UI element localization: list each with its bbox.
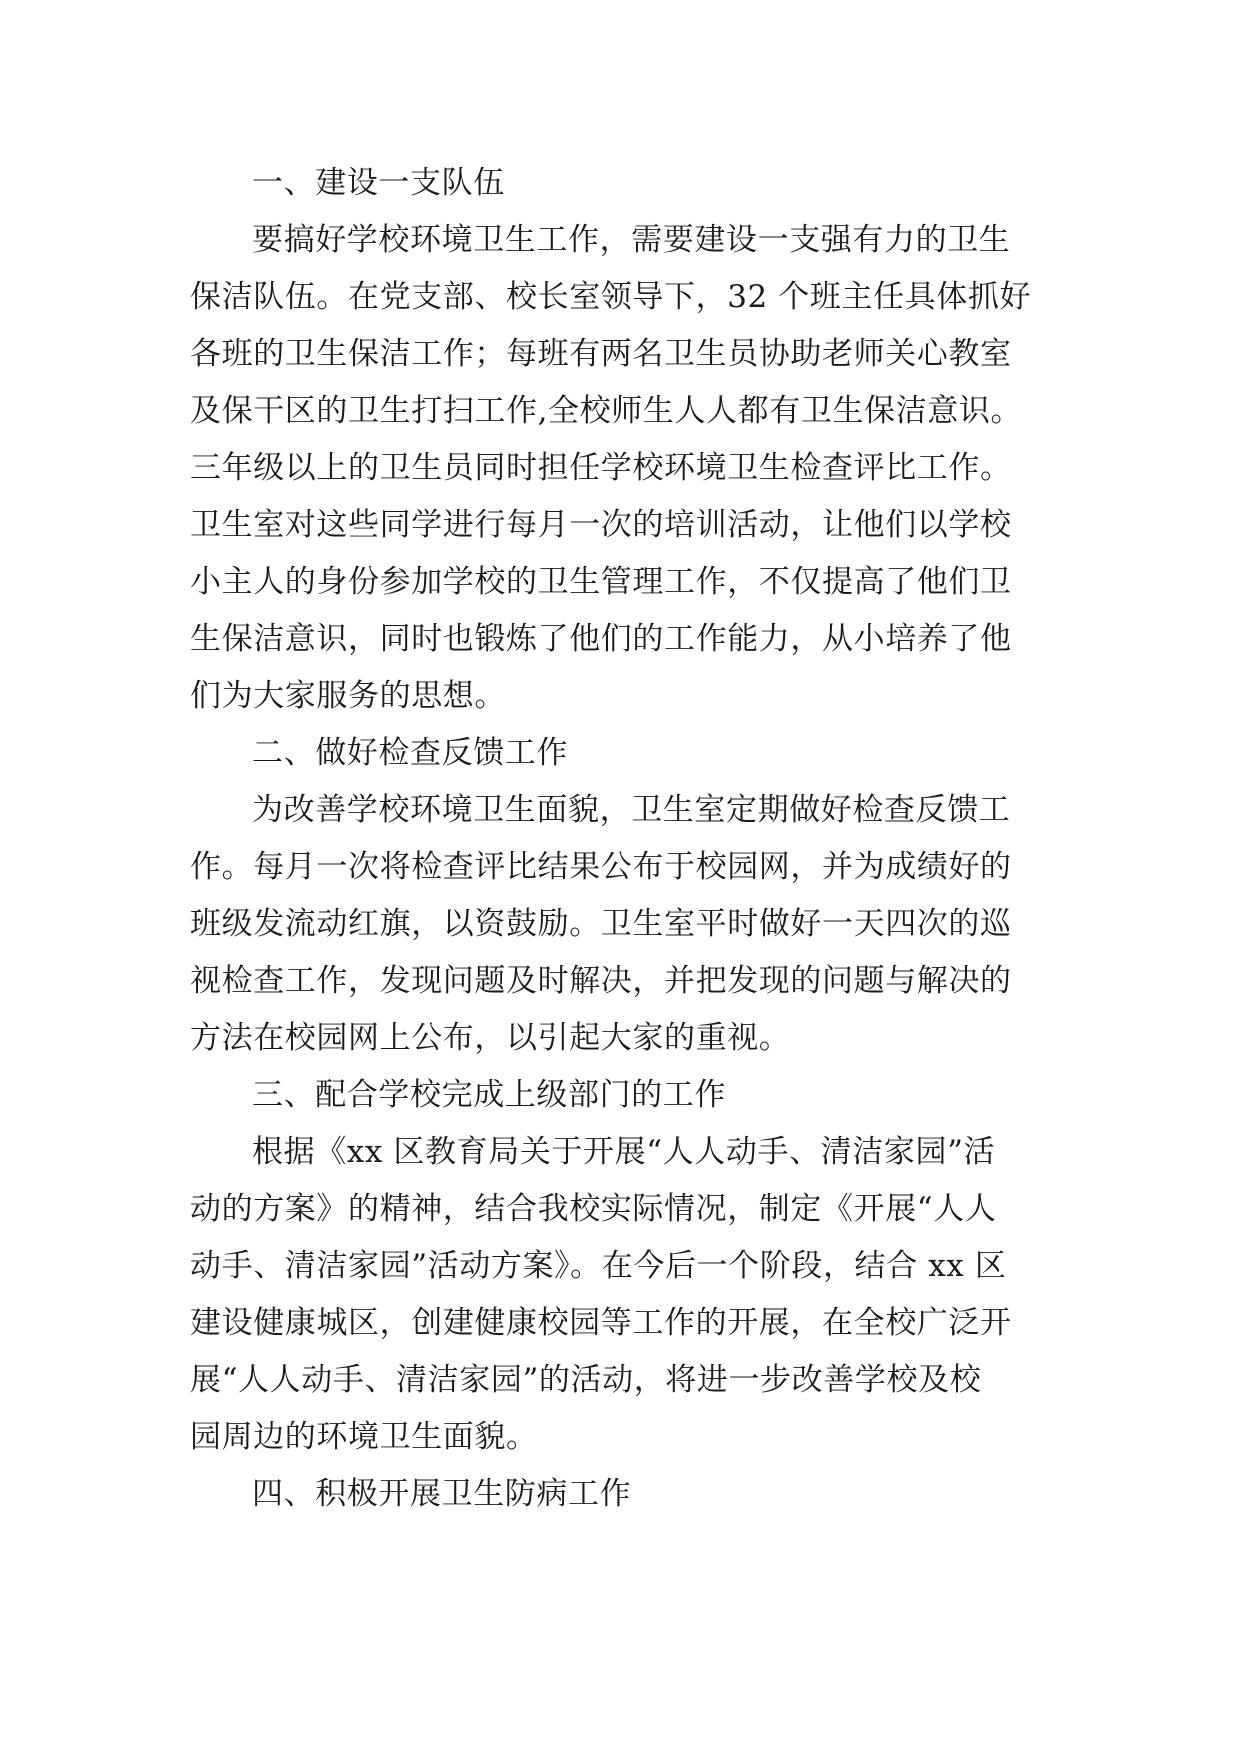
paragraph-line: 要搞好学校环境卫生工作，需要建设一支强有力的卫生 xyxy=(252,222,1011,258)
paragraph-line: 及保干区的卫生打扫工作,全校师生人人都有卫生保洁意识。 xyxy=(190,393,1023,429)
paragraph-line: 三年级以上的卫生员同时担任学校环境卫生检查评比工作。 xyxy=(190,450,1012,486)
section-heading-4: 四、积极开展卫生防病工作 xyxy=(252,1476,632,1512)
section-heading-1: 一、建设一支队伍 xyxy=(252,165,505,201)
paragraph-line: 保洁队伍。在党支部、校长室领导下，32 个班主任具体抓好 xyxy=(190,279,1032,315)
paragraph-line: 班级发流动红旗，以资鼓励。卫生室平时做好一天四次的巡 xyxy=(190,906,1012,942)
paragraph-line: 生保洁意识，同时也锻炼了他们的工作能力，从小培养了他 xyxy=(190,621,1012,657)
paragraph-line: 建设健康城区，创建健康校园等工作的开展，在全校广泛开 xyxy=(190,1305,1012,1341)
section-heading-2: 二、做好检查反馈工作 xyxy=(252,735,568,771)
paragraph-line: 卫生室对这些同学进行每月一次的培训活动，让他们以学校 xyxy=(190,507,1012,543)
paragraph-line: 作。每月一次将检查评比结果公布于校园网，并为成绩好的 xyxy=(190,849,1012,885)
paragraph-line: 方法在校园网上公布，以引起大家的重视。 xyxy=(190,1020,791,1056)
paragraph-line: 根据《xx 区教育局关于开展“人人动手、清洁家园”活 xyxy=(252,1134,996,1170)
paragraph-line: 视检查工作，发现问题及时解决，并把发现的问题与解决的 xyxy=(190,963,1012,999)
paragraph-line: 小主人的身份参加学校的卫生管理工作，不仅提高了他们卫 xyxy=(190,564,1012,600)
document-body xyxy=(190,155,1055,1523)
paragraph-line: 各班的卫生保洁工作；每班有两名卫生员协助老师关心教室 xyxy=(190,336,1012,372)
paragraph-line: 园周边的环境卫生面貌。 xyxy=(190,1419,538,1455)
paragraph-line: 展“人人动手、清洁家园”的活动，将进一步改善学校及校 xyxy=(190,1362,982,1398)
paragraph-line: 动手、清洁家园”活动方案》。在今后一个阶段，结合 xx 区 xyxy=(190,1248,1007,1284)
paragraph-line: 为改善学校环境卫生面貌，卫生室定期做好检查反馈工 xyxy=(252,792,1011,828)
paragraph-line: 们为大家服务的思想。 xyxy=(190,678,506,714)
section-heading-3: 三、配合学校完成上级部门的工作 xyxy=(252,1077,726,1113)
paragraph-line: 动的方案》的精神，结合我校实际情况，制定《开展“人人 xyxy=(190,1191,997,1227)
